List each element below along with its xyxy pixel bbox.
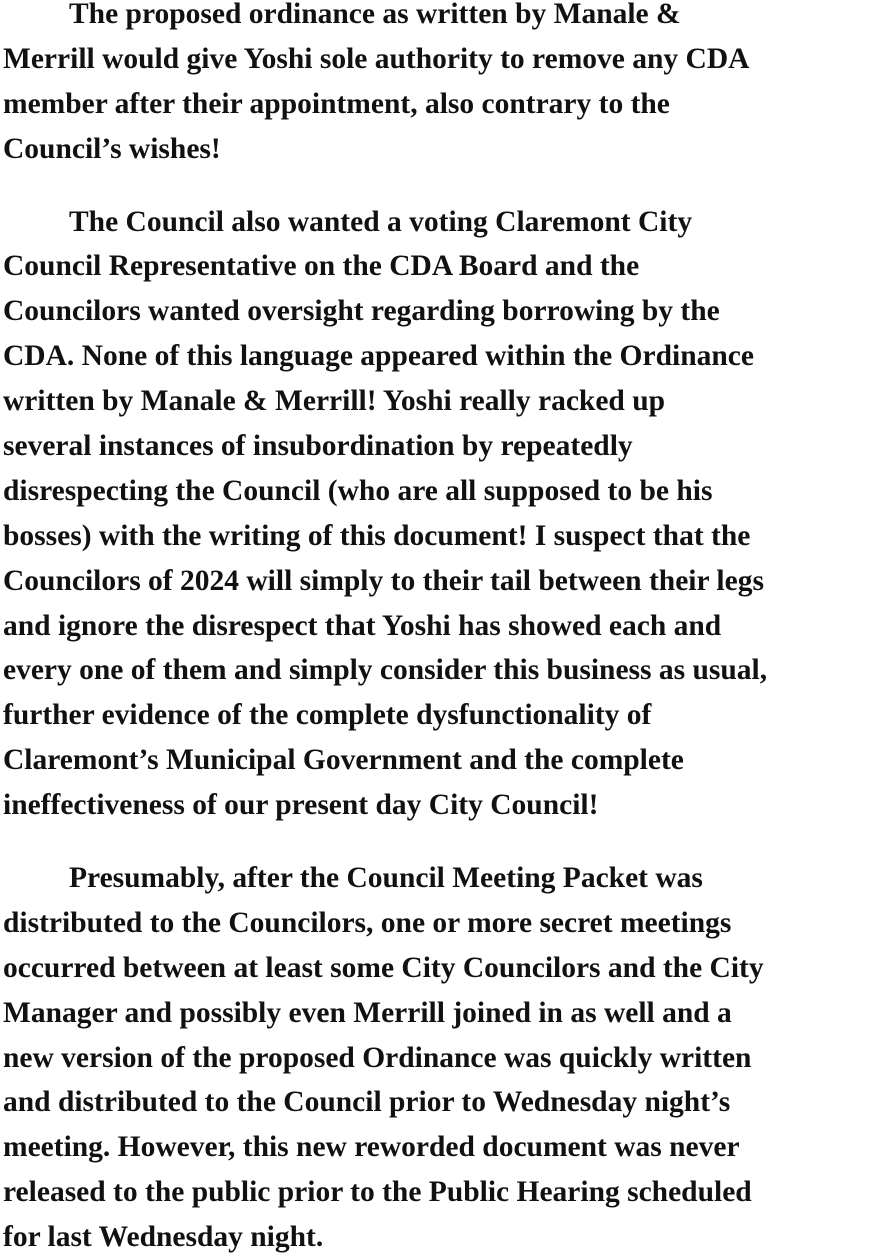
paragraph-line: occurred between at least some City Councilors and the City <box>3 951 764 984</box>
paragraph-line: The proposed ordinance as written by Manale & <box>69 0 681 30</box>
paragraph-1 <box>3 0 877 172</box>
paragraph-line: for last Wednesday night. <box>3 1221 324 1254</box>
paragraph-2 <box>3 200 877 828</box>
paragraph-line: and ignore the disrespect that Yoshi has showed each and <box>3 609 722 642</box>
paragraph-line: Merrill would give Yoshi sole authority to remove any CDA <box>3 42 750 75</box>
paragraph-line: further evidence of the complete dysfunctionality of <box>3 699 652 732</box>
paragraph-line: bosses) with the writing of this document! I suspect that the <box>3 519 751 552</box>
paragraph-3 <box>3 856 877 1260</box>
paragraph-line: Councilors wanted oversight regarding borrowing by the <box>3 295 720 328</box>
paragraph-line: distributed to the Councilors, one or more secret meetings <box>3 906 732 939</box>
paragraph-line: Manager and possibly even Merrill joined in as well and a <box>3 996 732 1029</box>
paragraph-line: written by Manale & Merrill! Yoshi really racked up <box>3 385 666 418</box>
paragraph-line: released to the public prior to the Public Hearing scheduled <box>3 1176 752 1209</box>
paragraph-line: Council’s wishes! <box>3 132 221 165</box>
paragraph-line: Presumably, after the Council Meeting Packet was <box>69 862 703 895</box>
paragraph-line: The Council also wanted a voting Claremont City <box>69 205 693 238</box>
paragraph-line: meeting. However, this new reworded document was never <box>3 1131 740 1164</box>
paragraph-line: ineffectiveness of our present day City Council! <box>3 789 599 822</box>
paragraph-line: Claremont’s Municipal Government and the complete <box>3 744 684 777</box>
paragraph-line: several instances of insubordination by repeatedly <box>3 430 633 463</box>
paragraph-line: Councilors of 2024 will simply to their tail between their legs <box>3 564 764 597</box>
paragraph-line: CDA. None of this language appeared within the Ordinance <box>3 340 754 373</box>
document-body <box>3 0 877 1260</box>
paragraph-line: Council Representative on the CDA Board and the <box>3 250 640 283</box>
paragraph-line: new version of the proposed Ordinance was quickly written <box>3 1041 752 1074</box>
paragraph-line: and distributed to the Council prior to Wednesday night’s <box>3 1086 731 1119</box>
paragraph-line: disrespecting the Council (who are all supposed to be his <box>3 474 713 507</box>
paragraph-line: every one of them and simply consider this business as usual, <box>3 654 768 687</box>
paragraph-line: member after their appointment, also contrary to the <box>3 87 670 120</box>
